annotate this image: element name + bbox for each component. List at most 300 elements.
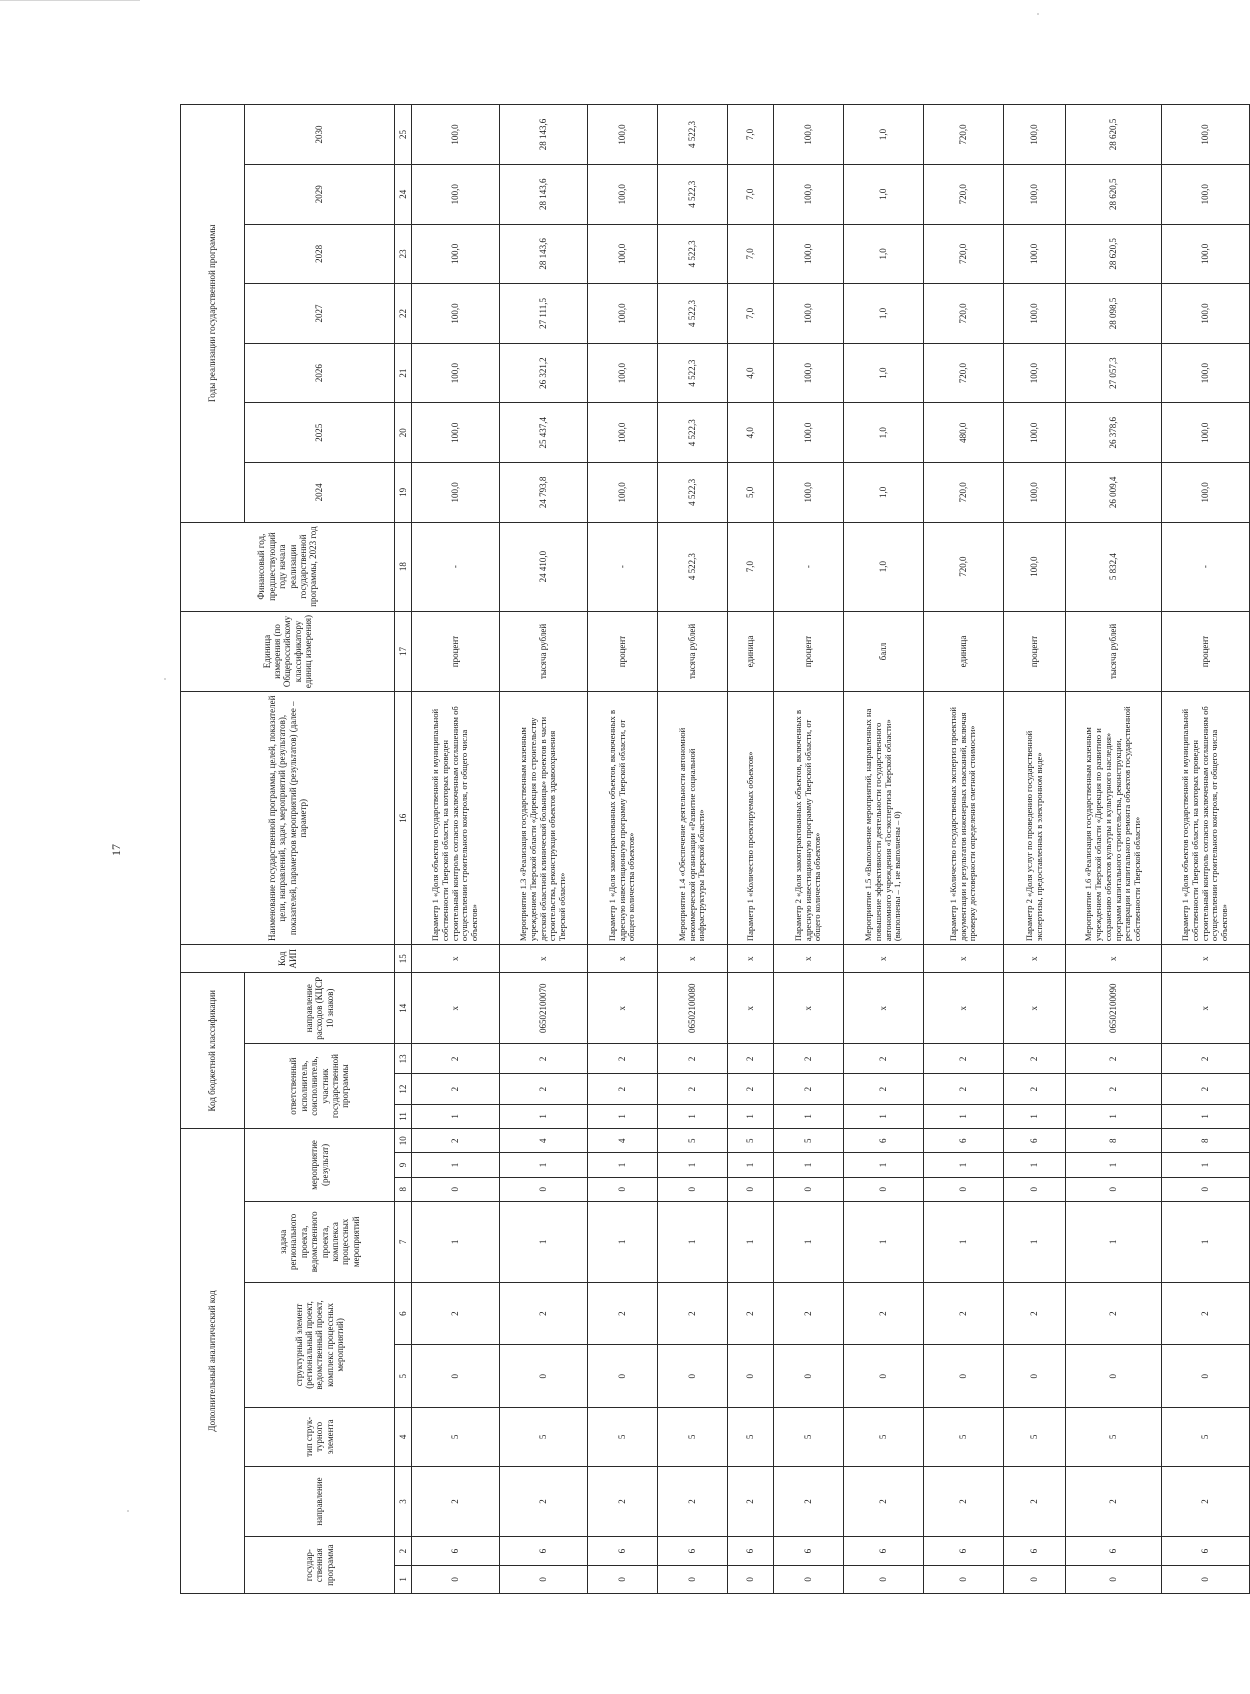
task-header: задача регионального проекта, ведомственного проекта, комплекса процессных мероприятий <box>245 1201 395 1282</box>
col-number: 6 <box>395 1282 412 1345</box>
code-cell: 6 <box>728 1537 774 1565</box>
year-value: 27 057,3 <box>1066 343 1162 403</box>
code-cell: 2 <box>412 1044 500 1074</box>
code-cell: 0 <box>1066 1345 1162 1408</box>
code-cell: х <box>844 945 924 973</box>
base-year-value: 720,0 <box>924 522 1004 611</box>
col-number: 17 <box>395 611 412 692</box>
code-cell: х <box>924 973 1004 1044</box>
code-cell: 0 <box>658 1345 728 1408</box>
col-number: 21 <box>395 343 412 403</box>
base-year-value: - <box>412 522 500 611</box>
code-cell: 5 <box>728 1408 774 1467</box>
year-value: 100,0 <box>588 105 658 165</box>
scan-dot <box>1037 13 1039 15</box>
code-cell: 1 <box>1004 1153 1066 1177</box>
table-row <box>658 105 728 1594</box>
year-value: 480,0 <box>924 403 1004 463</box>
code-cell: 0 <box>1162 1345 1250 1408</box>
table-row <box>924 105 1004 1594</box>
base-year-value: 1,0 <box>844 522 924 611</box>
code-cell: 1 <box>924 1104 1004 1128</box>
code-cell: 0 <box>500 1177 588 1201</box>
code-cell: 5 <box>924 1408 1004 1467</box>
code-cell: 06502100080 <box>658 973 728 1044</box>
code-cell: 6 <box>658 1537 728 1565</box>
rotated-table-container <box>180 104 1230 1594</box>
code-cell: 5 <box>844 1408 924 1467</box>
code-cell: 1 <box>1004 1104 1066 1128</box>
scan-edge-mark <box>0 0 140 1</box>
year-value: 1,0 <box>844 164 924 224</box>
name-cell: Мероприятие 1.6 «Реализация государственным казенным учреждением Тверской области «Дирекция по развитию и сохранению объектов культуры и культурного наследия» программ капитального строительства, реконструкции, реставрации и капитального ремонта объектов государственной собственности Тверской области» <box>1066 692 1162 945</box>
code-cell: 4 <box>588 1129 658 1153</box>
year-value: 7,0 <box>728 164 774 224</box>
code-cell: 2 <box>728 1074 774 1104</box>
year-value: 28 143,6 <box>500 105 588 165</box>
year-value: 100,0 <box>1162 164 1250 224</box>
code-cell: 5 <box>1004 1408 1066 1467</box>
code-cell: 6 <box>844 1129 924 1153</box>
year-value: 100,0 <box>588 284 658 344</box>
code-cell: 8 <box>1162 1129 1250 1153</box>
year-value: 100,0 <box>1004 284 1066 344</box>
col-number: 16 <box>395 692 412 945</box>
base-year-value: 24 410,0 <box>500 522 588 611</box>
unit-cell: единица <box>924 611 1004 692</box>
code-cell: х <box>844 973 924 1044</box>
year-value: 4 522,3 <box>658 463 728 523</box>
year-value: 4 522,3 <box>658 224 728 284</box>
code-cell: 1 <box>844 1201 924 1282</box>
code-cell: 0 <box>500 1565 588 1593</box>
year-value: 100,0 <box>588 224 658 284</box>
code-cell: 5 <box>658 1408 728 1467</box>
year-value: 28 143,6 <box>500 224 588 284</box>
code-cell: 2 <box>844 1074 924 1104</box>
code-cell: х <box>728 973 774 1044</box>
name-cell: Параметр 1 «Доля объектов государственной и муниципальной собственности Тверской области, на которых проведен строительный контроль согласно заключенным соглашениям об осуществлении строительного контроля, от общего числа объектов» <box>1162 692 1250 945</box>
code-cell: х <box>412 945 500 973</box>
year-value: 100,0 <box>1162 463 1250 523</box>
page-number: 17 <box>109 844 123 856</box>
name-cell: Мероприятие 1.4 «Обеспечение деятельности автономной некоммерческой организации «Развитие социальной инфраструктуры Тверской области» <box>658 692 728 945</box>
code-cell: 0 <box>412 1345 500 1408</box>
code-cell: 2 <box>412 1466 500 1537</box>
year-value: 720,0 <box>924 343 1004 403</box>
year-value: 1,0 <box>844 343 924 403</box>
col-number: 7 <box>395 1201 412 1282</box>
year-value: 4,0 <box>728 343 774 403</box>
unit-cell: тысяча рублей <box>500 611 588 692</box>
code-cell: 1 <box>924 1153 1004 1177</box>
code-cell: 0 <box>844 1345 924 1408</box>
year-value: 4 522,3 <box>658 403 728 463</box>
code-cell: 2 <box>774 1074 844 1104</box>
code-cell: 1 <box>1066 1153 1162 1177</box>
year-value: 27 111,5 <box>500 284 588 344</box>
code-cell: 0 <box>1004 1177 1066 1201</box>
code-cell: 0 <box>1162 1177 1250 1201</box>
code-cell: 1 <box>774 1104 844 1128</box>
code-cell: х <box>728 945 774 973</box>
code-cell: 2 <box>924 1466 1004 1537</box>
code-cell: 1 <box>588 1201 658 1282</box>
code-cell: 0 <box>924 1345 1004 1408</box>
code-cell: х <box>774 945 844 973</box>
col-number: 13 <box>395 1044 412 1074</box>
col-number: 24 <box>395 164 412 224</box>
code-cell: х <box>588 945 658 973</box>
code-cell: х <box>924 945 1004 973</box>
code-cell: х <box>500 945 588 973</box>
year-value: 28 098,5 <box>1066 284 1162 344</box>
code-cell: 1 <box>1162 1104 1250 1128</box>
code-cell: 0 <box>412 1177 500 1201</box>
unit-column-header: Единица измерения (по Общероссийскому классификатору единиц измерения) <box>181 611 395 692</box>
budget-code-header: Код бюджетной классификации <box>181 973 245 1129</box>
year-value: 100,0 <box>588 343 658 403</box>
year-value: 28 620,5 <box>1066 105 1162 165</box>
year-value: 5,0 <box>728 463 774 523</box>
scan-dot <box>164 678 166 680</box>
code-cell: 6 <box>1004 1537 1066 1565</box>
name-cell: Параметр 1 «Доля объектов государственной и муниципальной собственности Тверской области, на которых проведен строительный контроль согласно заключенным соглашениям об осуществлении строительного контроля, от общего числа объектов» <box>412 692 500 945</box>
year-value: 100,0 <box>774 463 844 523</box>
year-value: 24 793,8 <box>500 463 588 523</box>
code-cell: 0 <box>728 1345 774 1408</box>
year-value: 100,0 <box>1162 284 1250 344</box>
year-value: 100,0 <box>1004 224 1066 284</box>
code-cell: 5 <box>658 1129 728 1153</box>
scan-dot <box>127 1510 129 1512</box>
code-cell: 1 <box>774 1153 844 1177</box>
code-cell: 2 <box>588 1074 658 1104</box>
code-cell: х <box>1162 973 1250 1044</box>
col-number: 4 <box>395 1408 412 1467</box>
col-number: 19 <box>395 463 412 523</box>
year-2028-header: 2028 <box>245 224 395 284</box>
code-cell: 0 <box>844 1177 924 1201</box>
table-row <box>412 105 500 1594</box>
aip-code-header: Код АИП <box>181 945 395 973</box>
code-cell: 0 <box>500 1345 588 1408</box>
code-cell: 6 <box>500 1537 588 1565</box>
code-cell: 0 <box>774 1565 844 1593</box>
code-cell: 5 <box>588 1408 658 1467</box>
year-2030-header: 2030 <box>245 105 395 165</box>
code-cell: 1 <box>588 1104 658 1128</box>
code-cell: 1 <box>500 1104 588 1128</box>
code-cell: 1 <box>412 1201 500 1282</box>
code-cell: 6 <box>844 1537 924 1565</box>
code-cell: 5 <box>774 1129 844 1153</box>
code-cell: 1 <box>658 1104 728 1128</box>
code-cell: х <box>658 945 728 973</box>
year-value: 4 522,3 <box>658 105 728 165</box>
year-value: 100,0 <box>1162 224 1250 284</box>
direction-header: направление <box>245 1466 395 1537</box>
year-value: 28 620,5 <box>1066 224 1162 284</box>
code-cell: 1 <box>844 1104 924 1128</box>
year-value: 7,0 <box>728 105 774 165</box>
year-value: 100,0 <box>774 343 844 403</box>
name-column-header: Наименование государственной программы, целей, показателей цели, направлений, задач, мероприятий (результатов), показателей, параметров мероприятий (результатов) (далее – параметр) <box>181 692 395 945</box>
unit-cell: балл <box>844 611 924 692</box>
code-cell: 2 <box>412 1129 500 1153</box>
code-cell: 2 <box>588 1044 658 1074</box>
code-cell: 5 <box>728 1129 774 1153</box>
code-cell: 2 <box>924 1044 1004 1074</box>
code-cell: 1 <box>658 1201 728 1282</box>
name-cell: Параметр 1 «Количество государственных экспертиз проектной документации и результатов инженерных изысканий, включая проверку достоверности определения сметной стоимости» <box>924 692 1004 945</box>
struct-element-header: структурный элемент (региональный проект, ведомственный проект, комплекс процессных мероприятий) <box>245 1282 395 1407</box>
year-value: 100,0 <box>1004 463 1066 523</box>
code-cell: 0 <box>658 1565 728 1593</box>
year-value: 4 522,3 <box>658 164 728 224</box>
code-cell: 1 <box>774 1201 844 1282</box>
year-value: 100,0 <box>774 224 844 284</box>
year-value: 7,0 <box>728 284 774 344</box>
code-cell: 0 <box>588 1177 658 1201</box>
code-cell: 2 <box>658 1044 728 1074</box>
code-cell: 5 <box>1066 1408 1162 1467</box>
code-cell: 2 <box>844 1044 924 1074</box>
code-cell: 2 <box>844 1282 924 1345</box>
base-year-value: 4 522,3 <box>658 522 728 611</box>
code-cell: 0 <box>924 1565 1004 1593</box>
code-cell: 2 <box>924 1282 1004 1345</box>
code-cell: 0 <box>412 1565 500 1593</box>
addl-analytic-code-header: Дополнительный аналитический код <box>181 1129 245 1594</box>
code-cell: 0 <box>728 1177 774 1201</box>
code-cell: 1 <box>1066 1104 1162 1128</box>
code-cell: 2 <box>658 1466 728 1537</box>
col-number: 12 <box>395 1074 412 1104</box>
col-number: 8 <box>395 1177 412 1201</box>
year-value: 4 522,3 <box>658 343 728 403</box>
year-value: 1,0 <box>844 224 924 284</box>
code-cell: 2 <box>1162 1044 1250 1074</box>
unit-cell: процент <box>412 611 500 692</box>
base-year-value: 7,0 <box>728 522 774 611</box>
code-cell: 0 <box>728 1565 774 1593</box>
year-value: 100,0 <box>1162 403 1250 463</box>
name-cell: Параметр 2 «Доля услуг по проведению государственной экспертизы, предоставленных в электронном виде» <box>1004 692 1066 945</box>
code-cell: 5 <box>774 1408 844 1467</box>
code-cell: 1 <box>1162 1153 1250 1177</box>
code-cell: х <box>412 973 500 1044</box>
code-cell: 1 <box>728 1104 774 1128</box>
year-value: 100,0 <box>412 105 500 165</box>
code-cell: 2 <box>924 1074 1004 1104</box>
executor-header: ответственный исполнитель, соисполнитель, участник государственной программы <box>245 1044 395 1129</box>
name-cell: Параметр 2 «Доля законтрактованных объектов, включенных в адресную инвестиционную программу Тверской области, от общего количества объектов» <box>774 692 844 945</box>
table-row <box>1004 105 1066 1594</box>
year-value: 4,0 <box>728 403 774 463</box>
year-value: 26 378,6 <box>1066 403 1162 463</box>
code-cell: 5 <box>500 1408 588 1467</box>
col-number: 23 <box>395 224 412 284</box>
code-cell: 06502100090 <box>1066 973 1162 1044</box>
code-cell: 1 <box>728 1201 774 1282</box>
code-cell: 5 <box>1162 1408 1250 1467</box>
code-cell: 2 <box>1066 1074 1162 1104</box>
code-cell: 06502100070 <box>500 973 588 1044</box>
code-cell: 6 <box>774 1537 844 1565</box>
base-year-value: 5 832,4 <box>1066 522 1162 611</box>
code-cell: 2 <box>500 1282 588 1345</box>
year-value: 720,0 <box>924 284 1004 344</box>
code-cell: 2 <box>844 1466 924 1537</box>
code-cell: 2 <box>412 1282 500 1345</box>
col-number: 2 <box>395 1537 412 1565</box>
year-value: 1,0 <box>844 463 924 523</box>
year-value: 100,0 <box>412 284 500 344</box>
col-number: 11 <box>395 1104 412 1128</box>
year-value: 100,0 <box>1004 105 1066 165</box>
code-cell: 0 <box>1066 1177 1162 1201</box>
base-year-value: - <box>774 522 844 611</box>
col-number: 14 <box>395 973 412 1044</box>
col-number: 22 <box>395 284 412 344</box>
code-cell: 2 <box>1162 1074 1250 1104</box>
code-cell: 0 <box>1004 1565 1066 1593</box>
code-cell: 2 <box>1004 1466 1066 1537</box>
event-header: мероприятие (результат) <box>245 1129 395 1202</box>
year-value: 720,0 <box>924 224 1004 284</box>
year-2029-header: 2029 <box>245 164 395 224</box>
code-cell: 1 <box>844 1153 924 1177</box>
year-value: 100,0 <box>774 284 844 344</box>
col-number: 18 <box>395 522 412 611</box>
code-cell: 2 <box>1004 1074 1066 1104</box>
unit-cell: процент <box>588 611 658 692</box>
code-cell: 8 <box>1066 1129 1162 1153</box>
unit-cell: единица <box>728 611 774 692</box>
code-cell: 2 <box>1066 1282 1162 1345</box>
code-cell: 1 <box>412 1104 500 1128</box>
code-cell: 2 <box>728 1282 774 1345</box>
col-number: 5 <box>395 1345 412 1408</box>
years-group-header: Годы реализации государственной программы <box>181 105 245 523</box>
year-value: 1,0 <box>844 284 924 344</box>
name-cell: Мероприятие 1.3 «Реализация государственным казенным учреждением Тверской области «Дирекция по строительству детской областной клинической больницы» проектов в части строительства, реконструкции объектов здравоохранения Тверской области» <box>500 692 588 945</box>
table-row <box>500 105 588 1594</box>
year-value: 100,0 <box>588 164 658 224</box>
year-value: 25 437,4 <box>500 403 588 463</box>
code-cell: 2 <box>1162 1282 1250 1345</box>
col-number: 25 <box>395 105 412 165</box>
year-value: 720,0 <box>924 463 1004 523</box>
year-value: 4 522,3 <box>658 284 728 344</box>
name-cell: Мероприятие 1.5 «Выполнение мероприятий, направленных на повышение эффективности деятельности государственного автономного учреждения «Госэкспертиза Тверской области» (выполнены – 1, не выполнены – 0) <box>844 692 924 945</box>
base-year-value: - <box>588 522 658 611</box>
year-value: 28 620,5 <box>1066 164 1162 224</box>
base-year-value: - <box>1162 522 1250 611</box>
code-cell: 2 <box>1066 1466 1162 1537</box>
year-value: 100,0 <box>774 105 844 165</box>
unit-cell: процент <box>1162 611 1250 692</box>
code-cell: 1 <box>1004 1201 1066 1282</box>
code-cell: 2 <box>774 1466 844 1537</box>
code-cell: 1 <box>412 1153 500 1177</box>
code-cell: 1 <box>588 1153 658 1177</box>
code-cell: х <box>1162 945 1250 973</box>
table-row <box>1066 105 1162 1594</box>
year-value: 100,0 <box>412 343 500 403</box>
year-value: 1,0 <box>844 105 924 165</box>
table-row <box>844 105 924 1594</box>
year-2026-header: 2026 <box>245 343 395 403</box>
code-cell: 6 <box>1066 1537 1162 1565</box>
code-cell: 6 <box>588 1537 658 1565</box>
code-cell: 0 <box>844 1565 924 1593</box>
code-cell: х <box>774 973 844 1044</box>
table-row <box>774 105 844 1594</box>
code-cell: 6 <box>1004 1129 1066 1153</box>
unit-cell: процент <box>774 611 844 692</box>
year-value: 100,0 <box>412 164 500 224</box>
code-cell: 2 <box>588 1466 658 1537</box>
code-cell: х <box>588 973 658 1044</box>
code-cell: 1 <box>1162 1201 1250 1282</box>
code-cell: 1 <box>728 1153 774 1177</box>
year-value: 100,0 <box>1004 164 1066 224</box>
table-row <box>728 105 774 1594</box>
year-value: 720,0 <box>924 105 1004 165</box>
year-value: 26 321,2 <box>500 343 588 403</box>
year-value: 7,0 <box>728 224 774 284</box>
col-number: 20 <box>395 403 412 463</box>
code-cell: 1 <box>500 1153 588 1177</box>
code-cell: 2 <box>588 1282 658 1345</box>
code-cell: 0 <box>588 1565 658 1593</box>
base-year-column-header: Финансовый год, предшествующий году начала реализации государственной программы, 2023 год <box>181 522 395 611</box>
col-number: 9 <box>395 1153 412 1177</box>
code-cell: 2 <box>658 1282 728 1345</box>
code-cell: 0 <box>774 1345 844 1408</box>
code-cell: 0 <box>1004 1345 1066 1408</box>
code-cell: х <box>1004 973 1066 1044</box>
code-cell: 0 <box>658 1177 728 1201</box>
program-table <box>180 104 1250 1594</box>
code-cell: х <box>1066 945 1162 973</box>
table-row <box>1162 105 1250 1594</box>
year-value: 100,0 <box>1004 343 1066 403</box>
col-number: 3 <box>395 1466 412 1537</box>
code-cell: 1 <box>500 1201 588 1282</box>
year-value: 100,0 <box>1162 105 1250 165</box>
code-cell: х <box>1004 945 1066 973</box>
code-cell: 1 <box>1066 1201 1162 1282</box>
unit-cell: процент <box>1004 611 1066 692</box>
year-value: 28 143,6 <box>500 164 588 224</box>
code-cell: 0 <box>1162 1565 1250 1593</box>
code-cell: 2 <box>412 1074 500 1104</box>
code-cell: 0 <box>1066 1565 1162 1593</box>
code-cell: 1 <box>658 1153 728 1177</box>
year-value: 1,0 <box>844 403 924 463</box>
expense-direction-header: направление расходов (КЦСР 10 знаков) <box>245 973 395 1044</box>
year-value: 100,0 <box>774 403 844 463</box>
code-cell: 2 <box>728 1466 774 1537</box>
code-cell: 0 <box>924 1177 1004 1201</box>
base-year-value: 100,0 <box>1004 522 1066 611</box>
code-cell: 1 <box>924 1201 1004 1282</box>
code-cell: 0 <box>774 1177 844 1201</box>
year-2024-header: 2024 <box>245 463 395 523</box>
